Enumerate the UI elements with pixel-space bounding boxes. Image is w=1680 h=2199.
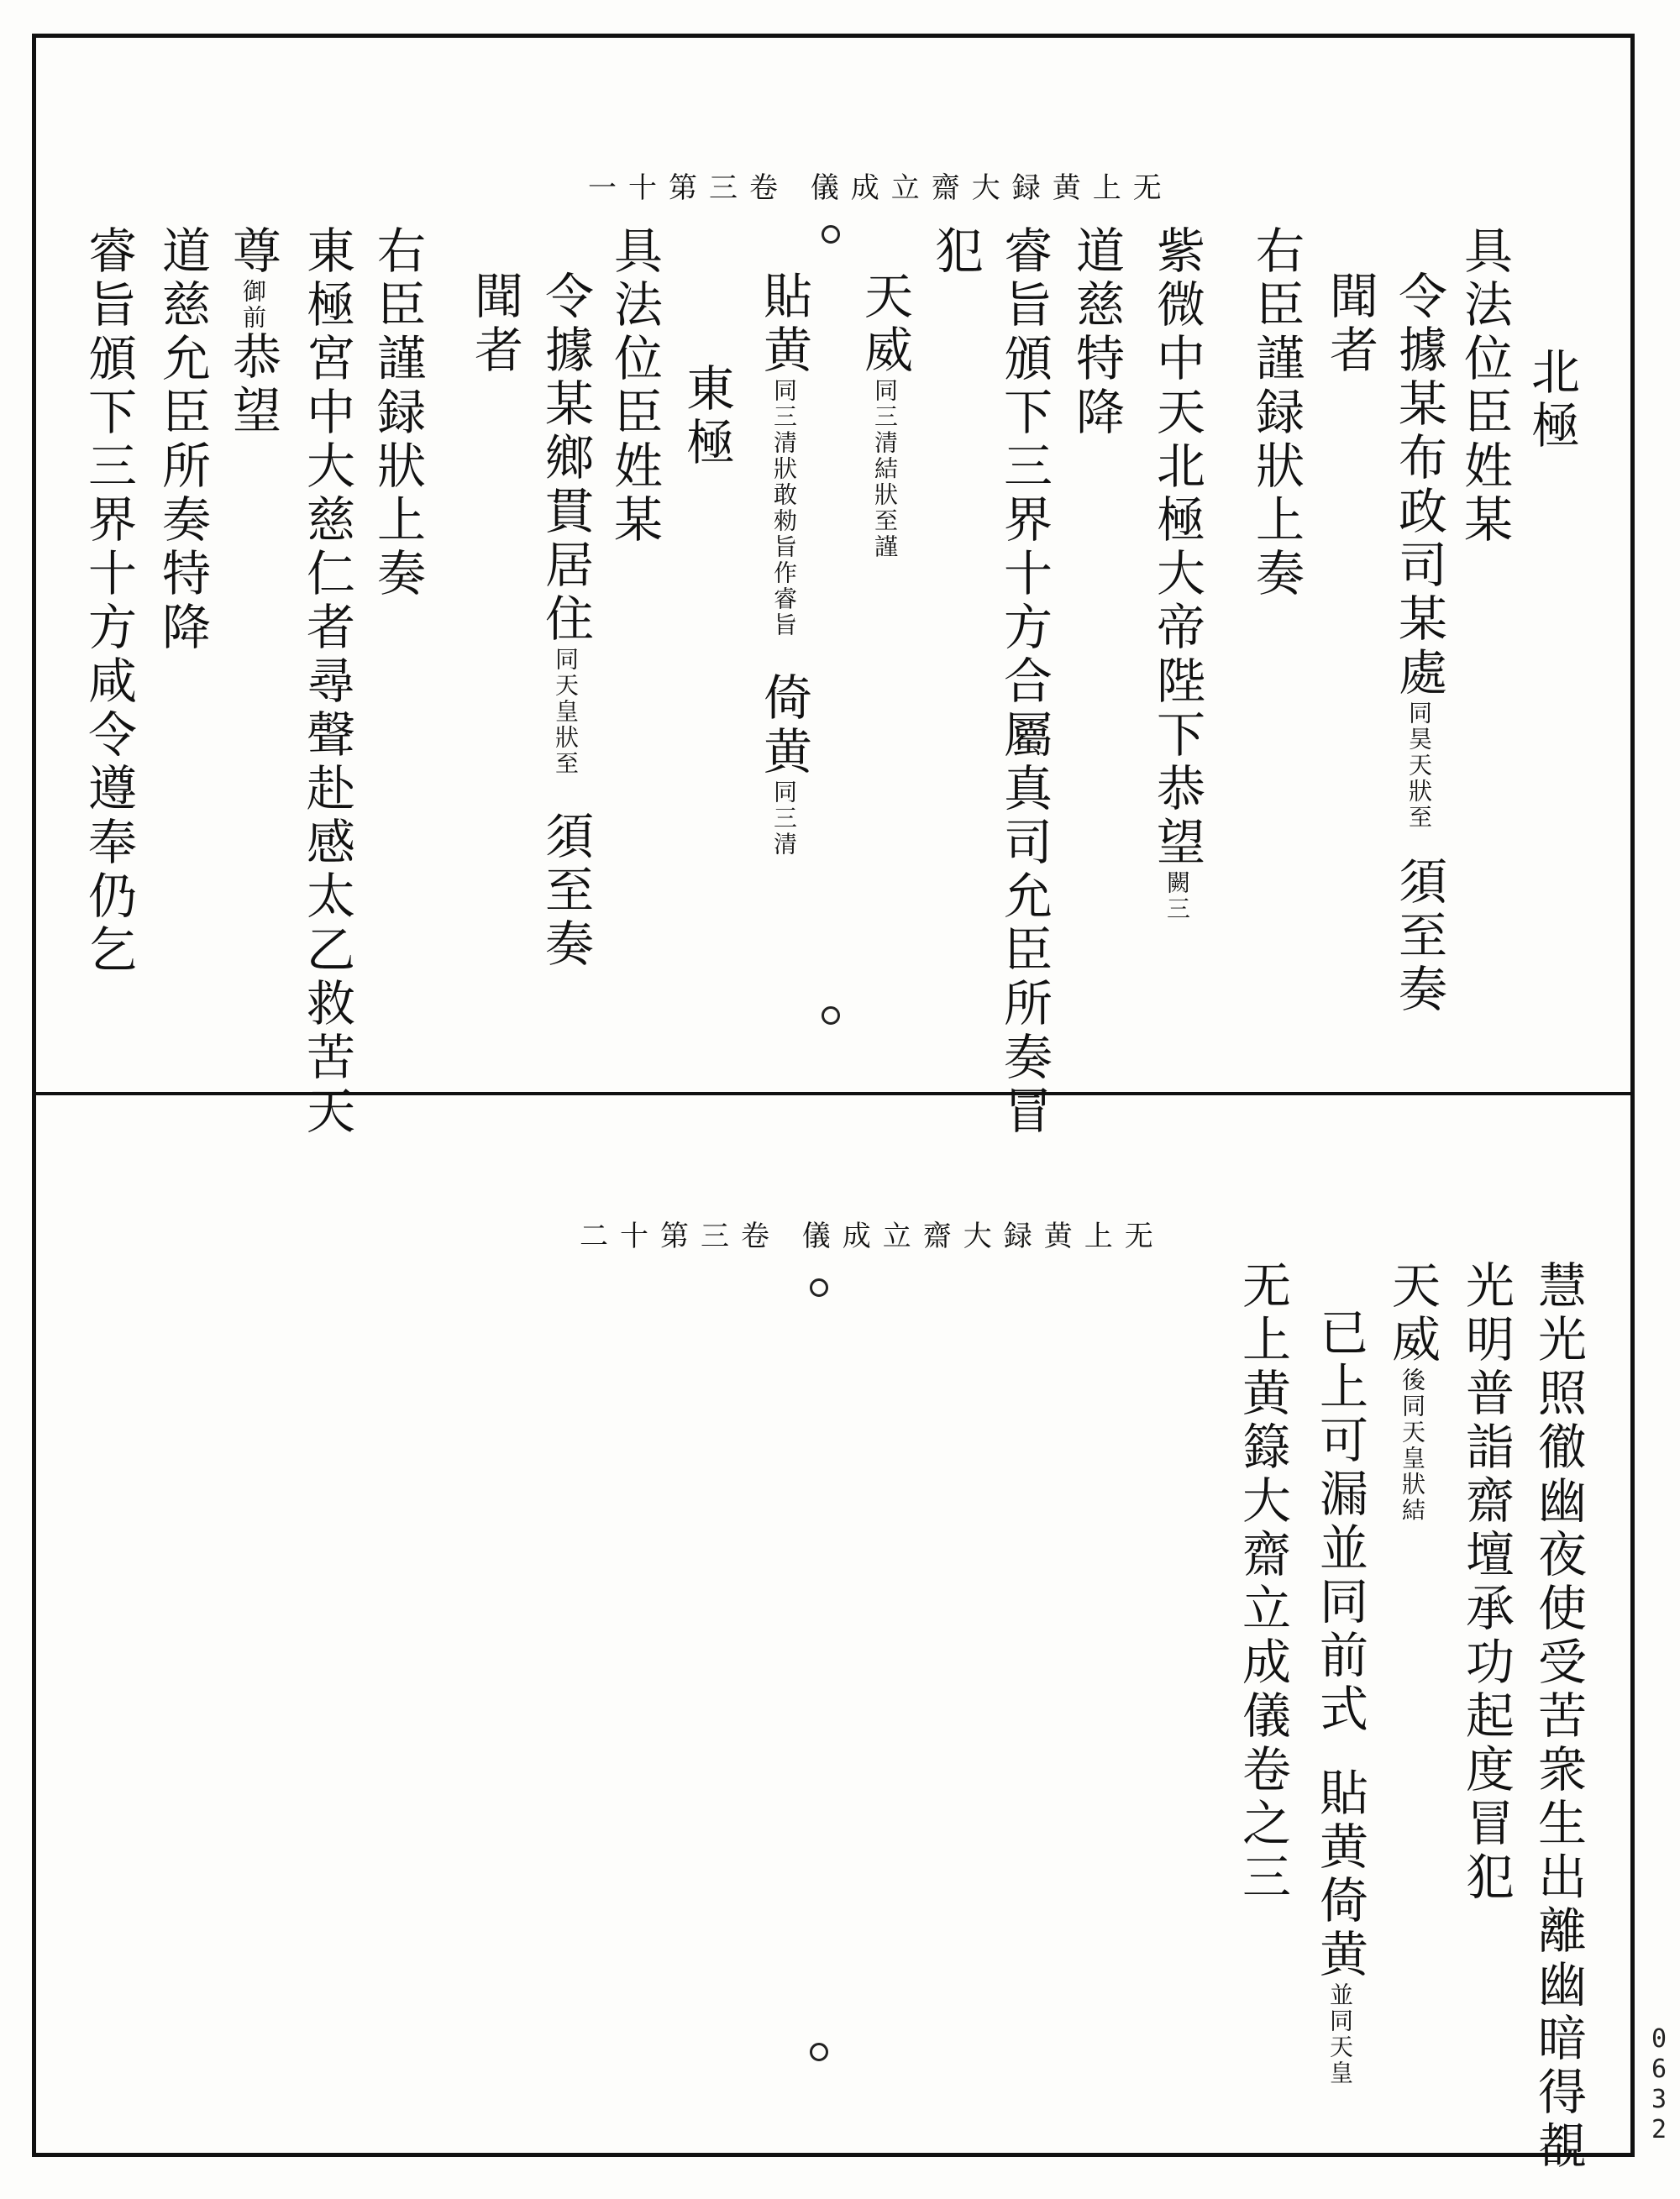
text-column: 已上可漏並同前式貼黄倚黄並同天皇 xyxy=(1311,1307,1368,2086)
interlinear-note: 同三清狀敢勑旨作睿旨 xyxy=(770,378,798,638)
text-column: 右臣謹録狀上奏 xyxy=(1247,225,1305,601)
interlinear-note: 同昊天狀至 xyxy=(1405,701,1433,831)
binding-hole-icon xyxy=(810,2043,828,2061)
text-column: 道慈允臣所奏特降 xyxy=(154,225,211,655)
page-number: 0632 xyxy=(1651,2024,1667,2144)
interlinear-note: 闕三 xyxy=(1163,870,1191,922)
text-column: 光明普詣齋壇承功起度冒犯 xyxy=(1457,1260,1515,1905)
text-column: 尊御前恭望 xyxy=(224,225,281,438)
text-column: 令據某鄉貫居住同天皇狀至須至奏 xyxy=(537,270,594,972)
text-column: 天威後同天皇狀結 xyxy=(1383,1260,1441,1524)
text-column: 紫微中天北極大帝陛下恭望闕三 xyxy=(1148,225,1205,922)
top-page-header: 无上黄録大齋立成儀 卷三第十一 xyxy=(588,171,1173,205)
binding-hole-icon xyxy=(822,1006,840,1025)
binding-hole-icon xyxy=(822,225,840,244)
text-column: 東極宮中大慈仁者尋聲赴感太乙救苦天 xyxy=(298,225,355,1139)
text-column: 睿旨頒下三界十方合屬真司允臣所奏冒 xyxy=(995,225,1053,1139)
text-column: 具法位臣姓某 xyxy=(1456,225,1513,548)
text-column: 慧光照徹幽夜使受苦衆生出離幽暗得覩 xyxy=(1530,1260,1587,2174)
interlinear-note: 後同天皇狀結 xyxy=(1399,1367,1426,1524)
text-column: 无上黄籙大齋立成儀卷之三 xyxy=(1234,1260,1291,1905)
text-column: 道慈特降 xyxy=(1068,225,1125,440)
interlinear-note: 同天皇狀至 xyxy=(552,647,580,777)
text-column: 右臣謹録狀上奏 xyxy=(369,225,426,601)
binding-hole-icon xyxy=(810,1278,828,1297)
text-column: 聞者 xyxy=(466,270,523,378)
interlinear-note: 御前 xyxy=(239,279,267,331)
interlinear-note: 同三清 xyxy=(770,779,798,858)
text-column: 睿旨頒下三界十方咸令遵奉仍乞 xyxy=(80,225,137,978)
text-column: 北極 xyxy=(1523,346,1580,454)
text-column: 東極 xyxy=(678,363,735,470)
text-column: 令據某布政司某處同昊天狀至須至奏 xyxy=(1390,270,1447,1017)
text-column: 具法位臣姓某 xyxy=(606,225,663,548)
interlinear-note: 同三清結狀至謹 xyxy=(871,378,899,560)
text-column: 聞者 xyxy=(1321,270,1378,378)
text-column: 貼黄同三清狀敢勑旨作睿旨倚黄同三清 xyxy=(755,270,812,858)
text-column: 犯 xyxy=(927,225,984,279)
text-column: 天威同三清結狀至謹 xyxy=(856,270,913,560)
page-divider xyxy=(32,1092,1635,1095)
bottom-page-header: 无上黄録大齋立成儀 卷三第十二 xyxy=(580,1220,1165,1253)
interlinear-note: 並同天皇 xyxy=(1326,1982,1354,2086)
